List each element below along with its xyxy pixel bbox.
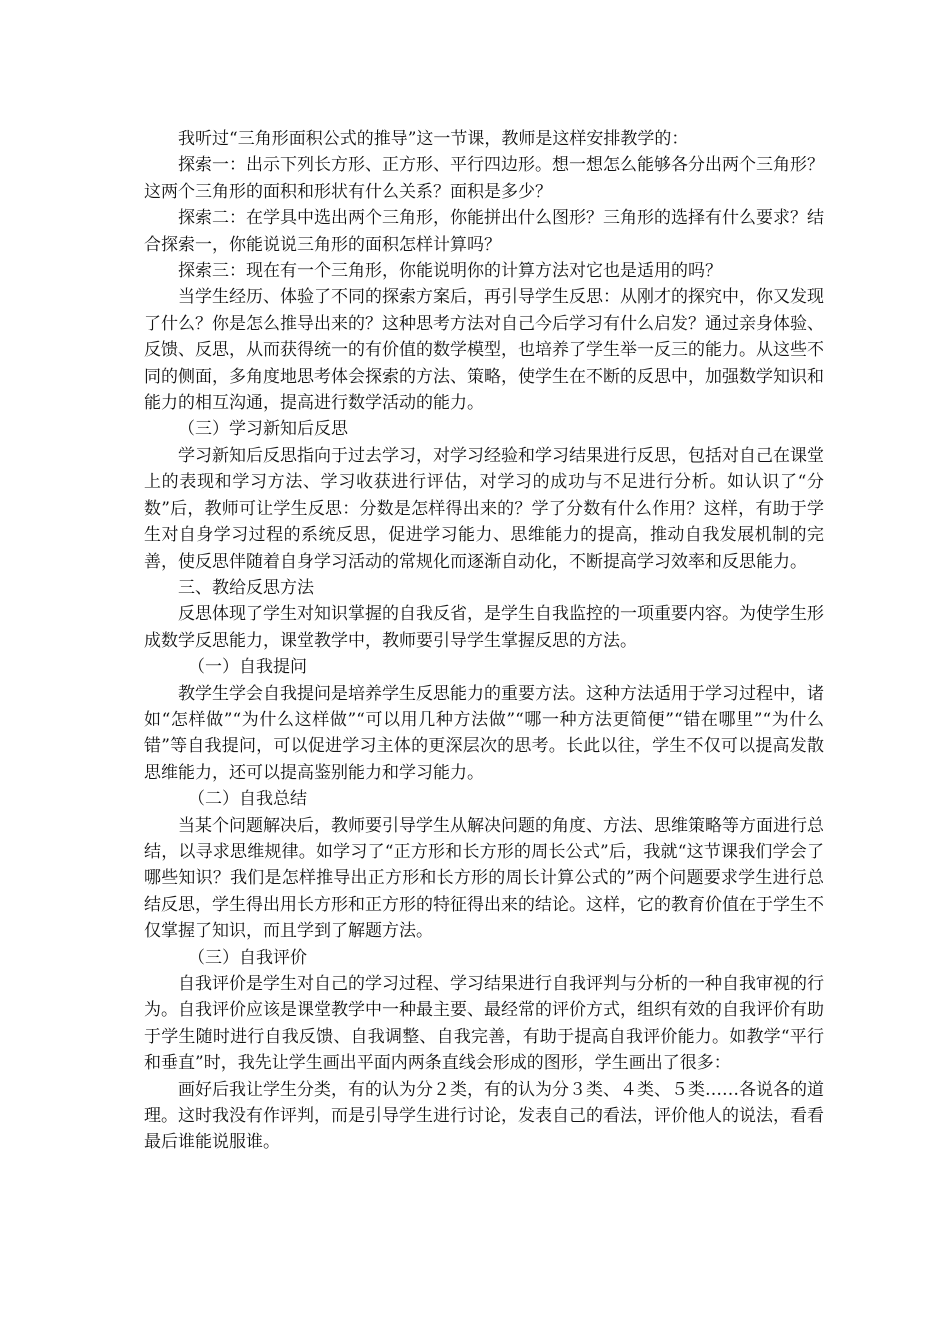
paragraph: 当某个问题解决后，教师要引导学生从解决问题的角度、方法、思维策略等方面进行总结，以寻求思维规律。如学习了“正方形和长方形的周长公式”后，我就“这节课我们学会了哪些知识？我们是怎样推导出正方形和长方形的周长计算公式的”两个问题要求学生进行总结反思，学生得出用长方形和正方形的特征得出来的结论。这样，它的教育价值在于学生不仅掌握了知识，而且学到了解题方法。 [144, 815, 824, 942]
paragraph: 自我评价是学生对自己的学习过程、学习结果进行自我评判与分析的一种自我审视的行为。自我评价应该是课堂教学中一种最主要、最经常的评价方式，组织有效的自我评价有助于学生随时进行自我反馈、自我调整、自我完善，有助于提高自我评价能力。如教学“平行和垂直”时，我先让学生画出平面内两条直线会形成的图形，学生画出了很多： [144, 974, 824, 1074]
paragraph: 探索三：现在有一个三角形，你能说明你的计算方法对它也是适用的吗？ [178, 261, 722, 282]
document-body [144, 126, 824, 1156]
paragraph: 学习新知后反思指向于过去学习，对学习经验和学习结果进行反思，包括对自己在课堂上的表现和学习方法、学习收获进行评估，对学习的成功与不足进行分析。如认识了“分数”后，教师可让学生反思：分数是怎样得出来的？学了分数有什么作用？这样，有助于学生对自身学习过程的系统反思，促进学习能力、思维能力的提高，推动自我发展机制的完善，使反思伴随着自身学习活动的常规化而逐渐自动化，不断提高学习效率和反思能力。 [144, 445, 824, 572]
paragraph: 画好后我让学生分类，有的认为分２类，有的认为分３类、４类、５类……各说各的道理。这时我没有作评判，而是引导学生进行讨论，发表自己的看法，评价他人的说法，看看最后谁能说服谁。 [144, 1079, 824, 1153]
paragraph: 探索一：出示下列长方形、正方形、平行四边形。想一想怎么能够各分出两个三角形？这两个三角形的面积和形状有什么关系？面积是多少？ [144, 155, 824, 202]
paragraph: 教学生学会自我提问是培养学生反思能力的重要方法。这种方法适用于学习过程中，诸如“怎样做”“为什么这样做”“可以用几种方法做”“哪一种方法更简便”“错在哪里”“为什么错”等自我提问，可以促进学习主体的更深层次的思考。长此以往，学生不仅可以提高发散思维能力，还可以提高鉴别能力和学习能力。 [144, 683, 824, 783]
section-heading: （二）自我总结 [188, 789, 307, 810]
paragraph: 当学生经历、体验了不同的探索方案后，再引导学生反思：从刚才的探究中，你又发现了什么？你是怎么推导出来的？这种思考方法对自己今后学习有什么启发？通过亲身体验、反馈、反思，从而获得统一的有价值的数学模型，也培养了学生举一反三的能力。从这些不同的侧面，多角度地思考体会探索的方法、策略，使学生在不断的反思中，加强数学知识和能力的相互沟通，提高进行数学活动的能力。 [144, 287, 824, 414]
section-heading: （三）学习新知后反思 [178, 419, 348, 440]
section-heading: （一）自我提问 [188, 657, 307, 678]
section-heading: 三、教给反思方法 [178, 577, 314, 598]
paragraph: 我听过“三角形面积公式的推导”这一节课，教师是这样安排教学的： [178, 129, 689, 149]
paragraph: 反思体现了学生对知识掌握的自我反省，是学生自我监控的一项重要内容。为使学生形成数学反思能力，课堂教学中，教师要引导学生掌握反思的方法。 [144, 604, 824, 651]
section-heading: （三）自我评价 [188, 947, 307, 968]
paragraph: 探索二：在学具中选出两个三角形，你能拼出什么图形？三角形的选择有什么要求？结合探索一，你能说说三角形的面积怎样计算吗？ [144, 208, 824, 255]
